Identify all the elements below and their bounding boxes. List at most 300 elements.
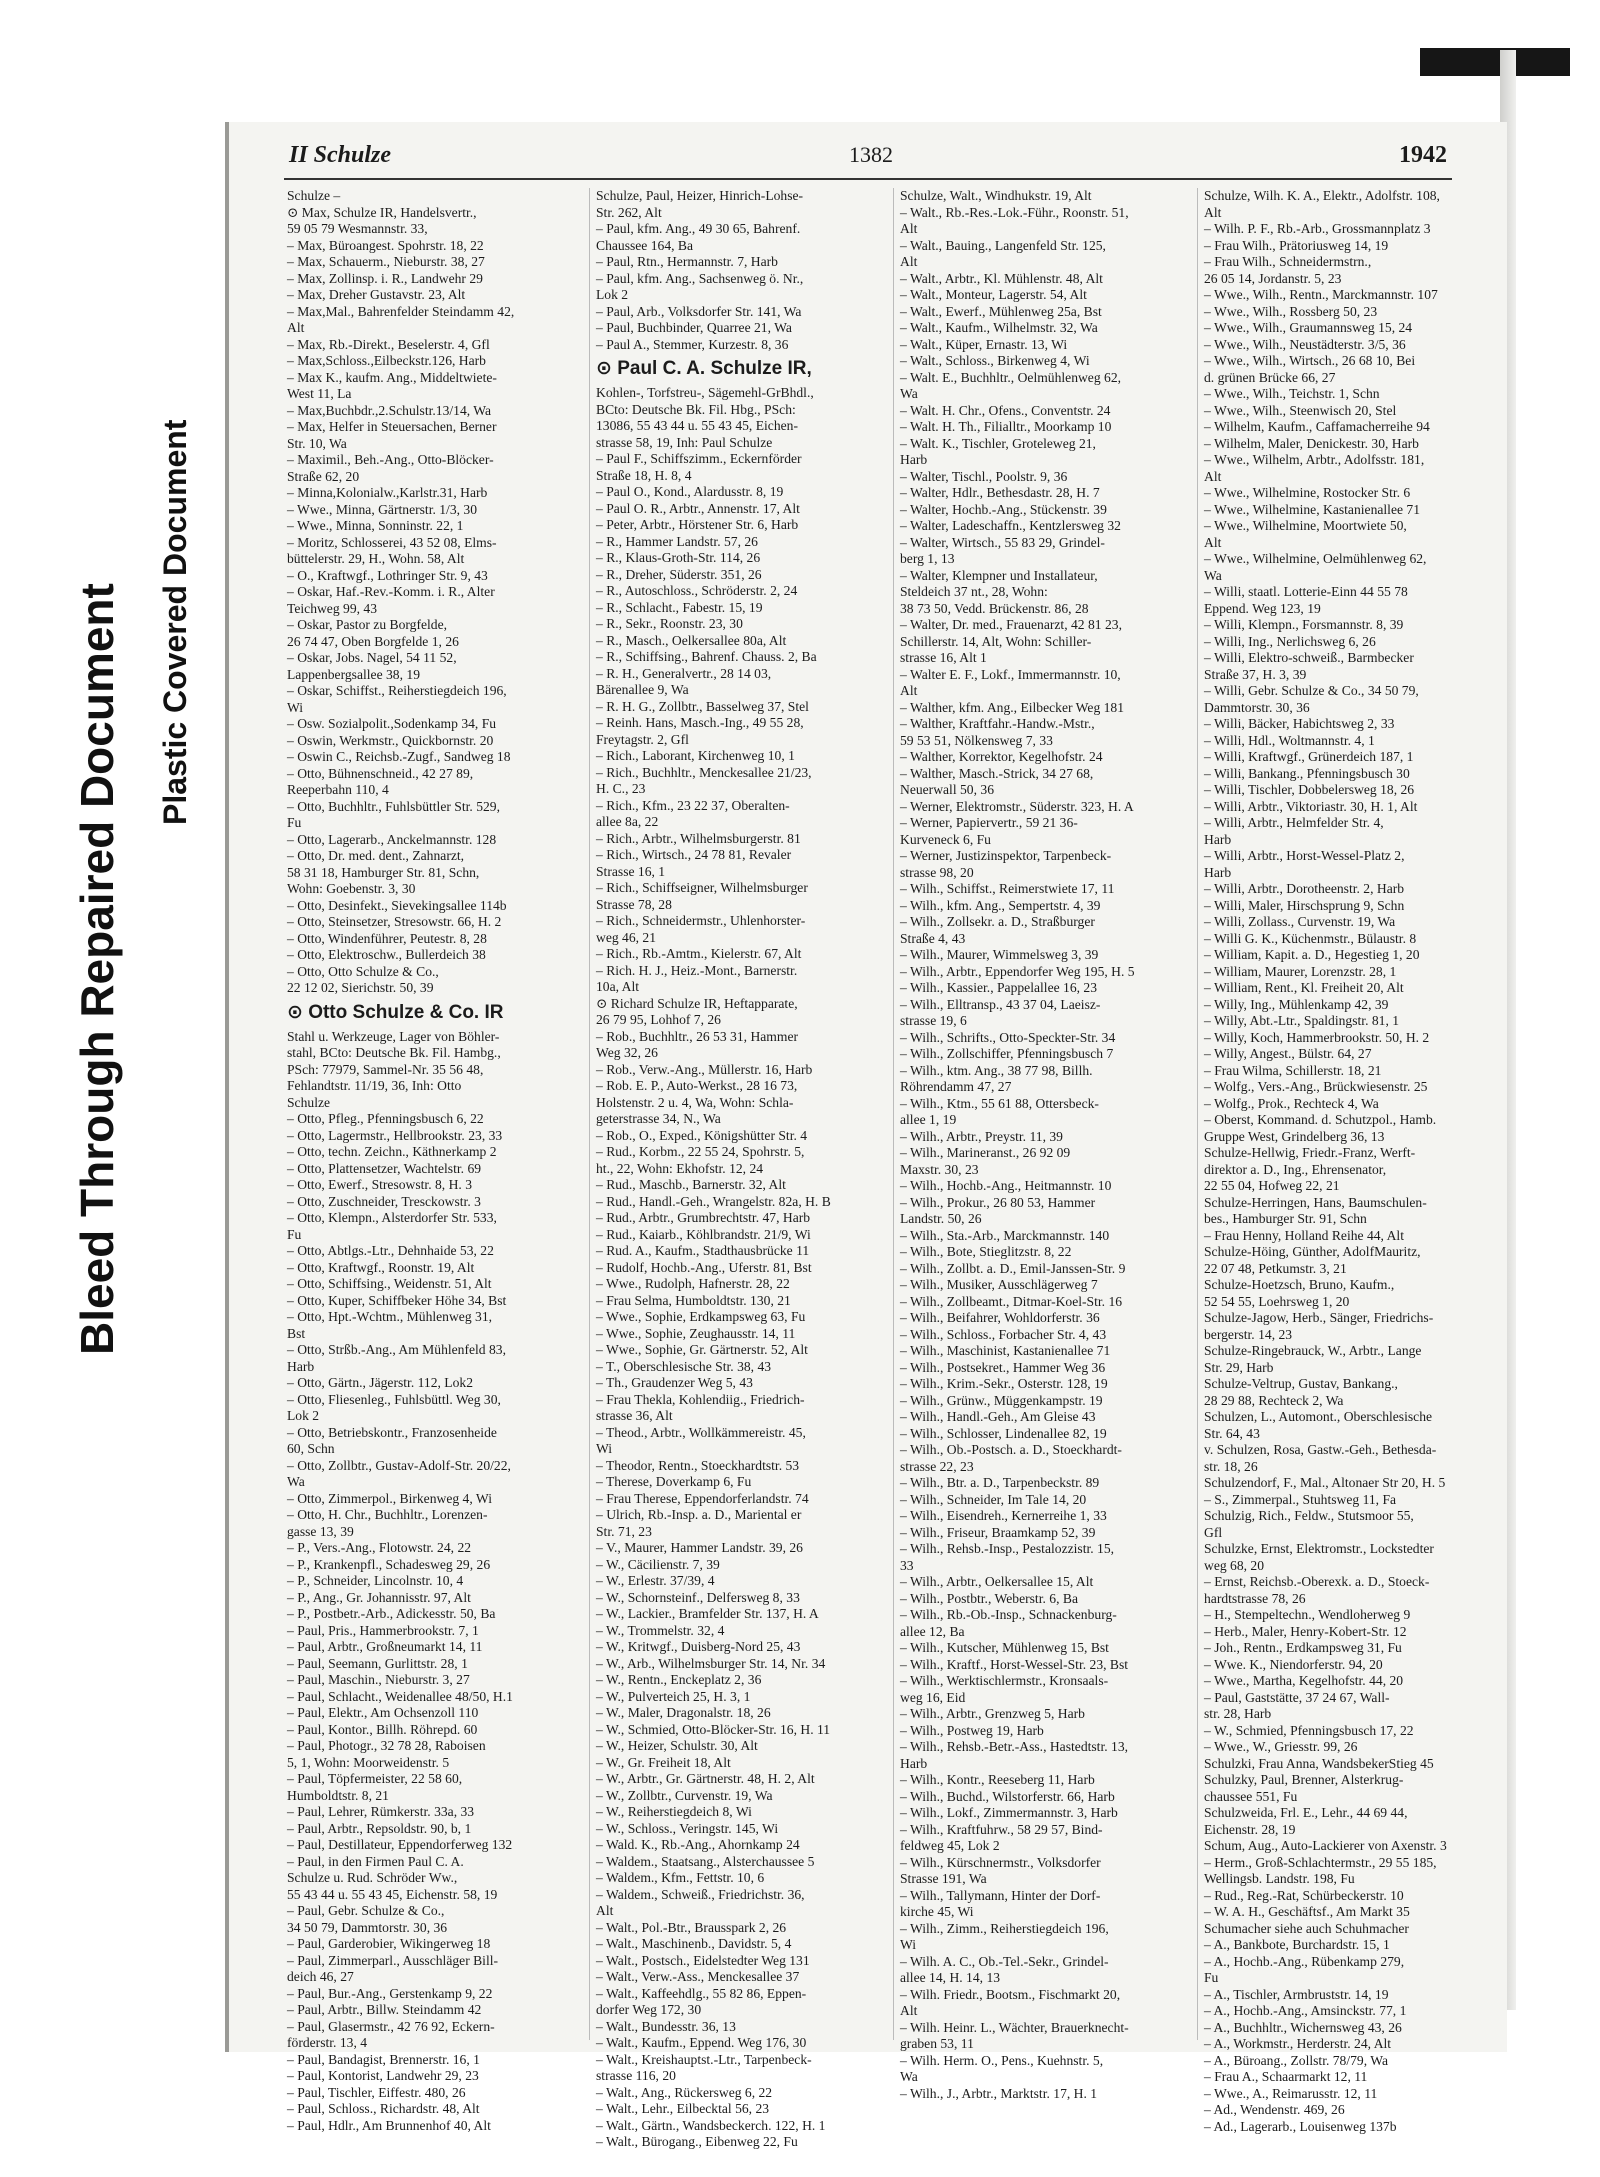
directory-entry: – Paul, Arbtr., Billw. Steindamm 42	[287, 2002, 482, 2017]
directory-entry: weg 46, 21	[596, 929, 657, 945]
directory-entry: PSch: 77979, Sammel-Nr. 35 56 48,	[287, 1061, 484, 1077]
directory-entry: – Wwe., Wilh., Steenwisch 20, Stel	[1204, 402, 1397, 418]
directory-entry: Schulze-Jagow, Herb., Sänger, Friedrichs-	[1204, 1310, 1434, 1325]
directory-entry: 22 12 02, Sierichstr. 50, 39	[287, 980, 434, 995]
directory-entry: – Paul, Hdlr., Am Brunnenhof 40, Alt	[287, 2117, 491, 2133]
header-rule	[284, 178, 1452, 180]
directory-entry: – Walt., Küper, Ernastr. 13, Wi	[900, 336, 1068, 352]
directory-entry: – Otto, Ewerf., Stresowstr. 8, H. 3	[287, 1177, 473, 1192]
directory-entry: – R., Hammer Landstr. 57, 26	[596, 533, 758, 549]
directory-entry: – Frau Wilh., Schneidermstrn.,	[1204, 254, 1372, 269]
directory-entry: – Willi, Arbtr., Horst-Wessel-Platz 2,	[1204, 848, 1405, 863]
directory-entry: – Paul, Glasermstr., 42 76 92, Eckern-	[287, 2018, 495, 2034]
directory-entry: – W. A. H., Geschäftsf., Am Markt 35	[1204, 1904, 1410, 1919]
directory-entry: – Wwe., Wilhelm, Arbtr., Adolfsstr. 181,	[1204, 452, 1425, 467]
directory-entry: – Wwe., Martha, Kegelhofstr. 44, 20	[1204, 1673, 1404, 1688]
directory-entry: Schulze-Höing, Günther, AdolfMauritz,	[1204, 1244, 1421, 1259]
directory-entry: – Ad., Lagerarb., Louisenweg 137b	[1204, 2118, 1397, 2134]
directory-entry: 59 05 79 Wesmannstr. 33,	[287, 221, 428, 236]
directory-entry: – Wilh., Buchd., Wilstorferstr. 66, Harb	[900, 1788, 1115, 1804]
directory-entry: – Wwe., Wilhelmine, Kastanienallee 71	[1204, 501, 1421, 517]
directory-entry: deich 46, 27	[287, 1969, 354, 1984]
directory-entry: – Otto, Steinsetzer, Stresowstr. 66, H. 2	[287, 914, 502, 929]
directory-entry: 22 55 04, Hofweg 22, 21	[1204, 1178, 1340, 1193]
directory-entry: – Wilh., Zollschiffer, Pfenningsbusch 7	[900, 1046, 1114, 1061]
directory-entry: – W., Erlestr. 37/39, 4	[596, 1573, 715, 1588]
directory-entry: – R., Schlacht., Fabestr. 15, 19	[596, 599, 763, 615]
directory-entry: – Walt., Maschinenb., Davidstr. 5, 4	[596, 1936, 792, 1951]
directory-entry: – Otto, Strßb.-Ang., Am Mühlenfeld 83,	[287, 1342, 506, 1357]
directory-entry: weg 68, 20	[1204, 1557, 1265, 1573]
directory-entry: – Paul, Töpfermeister, 22 58 60,	[287, 1771, 463, 1786]
directory-entry: – Wwe., Sophie, Erdkampsweg 63, Fu	[596, 1309, 806, 1324]
directory-entry: – Walt., Rb.-Res.-Lok.-Führ., Roonstr. 51,	[900, 204, 1129, 220]
directory-entry: – Walter, Tischl., Poolstr. 9, 36	[900, 468, 1068, 484]
directory-entry: – Rich., Schneidermstr., Uhlenhorster-	[596, 913, 806, 928]
directory-entry: – Wilh., Ktm., 55 61 88, Ottersbeck-	[900, 1095, 1099, 1111]
directory-entry: – Wwe., Wilhelmine, Rostocker Str. 6	[1204, 485, 1411, 500]
directory-entry: – Walt., Bürogang., Eibenweg 22, Fu	[596, 2134, 798, 2149]
directory-entry: – Wwe., Sophie, Gr. Gärtnerstr. 52, Alt	[596, 1342, 808, 1357]
directory-entry: – Wilh., Krim.-Sekr., Osterstr. 128, 19	[900, 1376, 1108, 1391]
directory-entry: – Otto, Windenführer, Peutestr. 8, 28	[287, 930, 487, 946]
directory-entry: – Paul, Garderobier, Wikingerweg 18	[287, 1936, 491, 1951]
directory-entry: Fehlandtstr. 11/19, 36, Inh: Otto	[287, 1078, 462, 1093]
directory-entry: Schulze, Paul, Heizer, Hinrich-Lohse-	[596, 188, 804, 203]
directory-entry: – Rich., Wirtsch., 24 78 81, Revaler	[596, 847, 792, 862]
directory-entry: – Wilh., Zollbt. a. D., Emil-Janssen-Str. 9	[900, 1260, 1126, 1276]
directory-entry: 28 29 88, Rechteck 2, Wa	[1204, 1392, 1344, 1408]
directory-entry: Str. 64, 43	[1204, 1425, 1260, 1441]
directory-entry: – Frau Wilh., Prätoriusweg 14, 19	[1204, 237, 1389, 253]
directory-entry: – Willi, Bäcker, Habichtsweg 2, 33	[1204, 716, 1395, 731]
directory-entry: strasse 116, 20	[596, 2068, 676, 2083]
directory-entry: – W., Kritwgf., Duisberg-Nord 25, 43	[596, 1639, 801, 1654]
directory-entry: – W., Reiherstiegdeich 8, Wi	[596, 1804, 752, 1819]
directory-entry: v. Schulzen, Rosa, Gastw.-Geh., Bethesda-	[1204, 1442, 1437, 1457]
directory-entry: chaussee 551, Fu	[1204, 1788, 1298, 1804]
directory-entry: – Wwe., Wilh., Graumannsweg 15, 24	[1204, 320, 1413, 335]
directory-entry: ⊙ Max, Schulze IR, Handelsvertr.,	[287, 204, 477, 220]
directory-entry: – Paul, Arbtr., Repsoldstr. 90, b, 1	[287, 1820, 472, 1836]
directory-entry: – P., Schneider, Lincolnstr. 10, 4	[287, 1573, 464, 1588]
directory-entry: – Wilh., Maschinist, Kastanienallee 71	[900, 1343, 1111, 1358]
directory-entry: Straße 18, H. 8, 4	[596, 467, 692, 483]
directory-entry: Alt	[1204, 468, 1222, 484]
directory-entry: – W., Gr. Freiheit 18, Alt	[596, 1754, 731, 1770]
directory-entry: Fu	[287, 1226, 302, 1242]
directory-entry: – Wilh., Rehsb.-Insp., Pestalozzistr. 15,	[900, 1541, 1115, 1556]
directory-entry: – Rob., Buchhltr., 26 53 31, Hammer	[596, 1028, 799, 1044]
directory-entry: – Wilh., Musiker, Ausschlägerweg 7	[900, 1277, 1098, 1292]
directory-entry: – Willi, Klempn., Forsmannstr. 8, 39	[1204, 617, 1404, 632]
directory-entry: – Paul, Buchbinder, Quarree 21, Wa	[596, 320, 792, 335]
directory-entry: – Paul, Destillateur, Eppendorferweg 132	[287, 1837, 513, 1852]
directory-entry: – Wilh., Zollbeamt., Ditmar-Koel-Str. 16	[900, 1293, 1123, 1309]
directory-entry: – Joh., Rentn., Erdkampsweg 31, Fu	[1204, 1640, 1402, 1655]
directory-entry: strasse 19, 6	[900, 1013, 967, 1028]
directory-entry: – Max, Zollinsp. i. R., Landwehr 29	[287, 270, 483, 286]
directory-entry: – Wilh. Friedr., Bootsm., Fischmarkt 20,	[900, 1986, 1121, 2002]
directory-entry: Schulzky, Paul, Brenner, Alsterkrug-	[1204, 1772, 1404, 1787]
directory-entry: 34 50 79, Dammtorstr. 30, 36	[287, 1919, 448, 1935]
directory-entry: strasse 98, 20	[900, 864, 974, 880]
directory-entry: – Herb., Maler, Henry-Kobert-Str. 12	[1204, 1623, 1407, 1639]
directory-entry: – Werner, Elektromstr., Süderstr. 323, H. A	[900, 798, 1134, 814]
directory-entry: – Wilh., Kutscher, Mühlenweg 15, Bst	[900, 1640, 1109, 1655]
directory-entry: – Wilh., Kraftfuhrw., 58 29 57, Bind-	[900, 1821, 1103, 1837]
directory-entry: – Willi, Maler, Hirschsprung 9, Schn	[1204, 897, 1405, 913]
directory-entry: – W., Rentn., Enckeplatz 2, 36	[596, 1672, 762, 1687]
directory-entry: Harb	[900, 1755, 928, 1771]
directory-entry: – Paul, Kontor., Billh. Röhrepd. 60	[287, 1721, 478, 1737]
directory-entry: direktor a. D., Ing., Ehrensenator,	[1204, 1161, 1387, 1177]
directory-entry: büttelerstr. 29, H., Wohn. 58, Alt	[287, 551, 465, 566]
directory-entry: – Wwe., Wilh., Teichstr. 1, Schn	[1204, 386, 1380, 401]
directory-entry: – P., Postbetr.-Arb., Adickesstr. 50, Ba	[287, 1606, 496, 1621]
directory-entry: – Oberst, Kommand. d. Schutzpol., Hamb.	[1204, 1112, 1437, 1127]
directory-entry: – Paul, Bur.-Ang., Gerstenkamp 9, 22	[287, 1985, 493, 2001]
directory-entry: – Max, Helfer in Steuersachen, Berner	[287, 419, 497, 434]
directory-entry: strasse 16, Alt 1	[900, 650, 987, 665]
directory-entry: – Reinh. Hans, Masch.-Ing., 49 55 28,	[596, 715, 804, 730]
directory-entry: – Rich., Schiffseigner, Wilhelmsburger	[596, 880, 808, 895]
directory-entry: – Peter, Arbtr., Hörstener Str. 6, Harb	[596, 517, 799, 532]
directory-entry: Schulze	[287, 1094, 331, 1110]
directory-entry: – Otto, Schiffsing., Weidenstr. 51, Alt	[287, 1276, 492, 1291]
directory-entry: Straße 62, 20	[287, 468, 360, 484]
directory-entry: – Paul, Maschin., Nieburstr. 3, 27	[287, 1672, 470, 1687]
directory-entry: – A., Workmstr., Herderstr. 24, Alt	[1204, 2036, 1392, 2051]
directory-entry: – Willi, Elektro-schweiß., Barmbecker	[1204, 650, 1414, 665]
directory-entry: Wa	[287, 1474, 305, 1489]
directory-entry: – R., Autoschloss., Schröderstr. 2, 24	[596, 583, 798, 598]
directory-entry: – Rob., Verw.-Ang., Müllerstr. 16, Harb	[596, 1061, 813, 1077]
directory-entry: Wa	[900, 386, 918, 401]
directory-entry: Schumacher siehe auch Schuhmacher	[1204, 1920, 1409, 1936]
directory-entry: – W., Arbtr., Gr. Gärtnerstr. 48, H. 2, Alt	[596, 1771, 815, 1786]
directory-entry: – Willi, Ing., Nerlichsweg 6, 26	[1204, 633, 1376, 649]
directory-entry: – Wwe. K., Niendorferstr. 94, 20	[1204, 1656, 1383, 1672]
directory-entry: – V., Maurer, Hammer Landstr. 39, 26	[596, 1540, 803, 1555]
directory-entry: – Paul, Gebr. Schulze & Co.,	[287, 1903, 445, 1918]
directory-entry: – Frau Therese, Eppendorferlandstr. 74	[596, 1490, 809, 1506]
directory-entry: – P., Krankenpfl., Schadesweg 29, 26	[287, 1556, 491, 1572]
directory-entry: – Walther, kfm. Ang., Eilbecker Weg 181	[900, 699, 1125, 715]
directory-entry: – Rud., Maschb., Barnerstr. 32, Alt	[596, 1177, 786, 1192]
directory-entry: – Willi, Arbtr., Helmfelder Str. 4,	[1204, 815, 1384, 830]
directory-entry: – Wilh., Beifahrer, Wohldorferstr. 36	[900, 1310, 1100, 1325]
directory-entry: allee 8a, 22	[596, 814, 659, 829]
directory-entry: gasse 13, 39	[287, 1523, 354, 1539]
directory-entry: – Wilhelm, Maler, Denickestr. 30, Harb	[1204, 435, 1419, 451]
directory-entry: – Paul, Kontorist, Landwehr 29, 23	[287, 2068, 479, 2083]
directory-entry: – R. H., Generalvertr., 28 14 03,	[596, 665, 772, 681]
directory-entry: Wohn: Goebenstr. 3, 30	[287, 881, 416, 896]
directory-entry: – Walt., Kaufm., Wilhelmstr. 32, Wa	[900, 320, 1098, 335]
directory-entry: – Willi, Hdl., Woltmannstr. 4, 1	[1204, 732, 1375, 748]
directory-entry: Alt	[900, 254, 918, 269]
directory-entry: – Max,Mal., Bahrenfelder Steindamm 42,	[287, 303, 515, 319]
directory-entry: – Paul, kfm. Ang., Sachsenweg ö. Nr.,	[596, 270, 804, 286]
directory-entry: – Otto, Hpt.-Wchtm., Mühlenweg 31,	[287, 1309, 493, 1324]
directory-entry: – Walther, Korrektor, Kegelhofstr. 24	[900, 749, 1103, 764]
directory-entry: – Oswin C., Reichsb.-Zugf., Sandweg 18	[287, 749, 511, 764]
directory-entry: – Wwe., Minna, Sonninstr. 22, 1	[287, 518, 464, 533]
directory-entry: – Otto, Klempn., Alsterdorfer Str. 533,	[287, 1210, 497, 1225]
directory-entry: – Walt., Ang., Rückersweg 6, 22	[596, 2084, 773, 2100]
directory-entry: – Wilh., ktm. Ang., 38 77 98, Billh.	[900, 1062, 1093, 1078]
directory-entry: – Wilh., Schneider, Im Tale 14, 20	[900, 1491, 1087, 1507]
directory-entry: – Wwe., Wilh., Neustädterstr. 3/5, 36	[1204, 336, 1406, 352]
directory-entry: – W., Pulverteich 25, H. 3, 1	[596, 1688, 751, 1704]
directory-entry: – Walt., Gärtn., Wandsbeckerch. 122, H. 1	[596, 2117, 826, 2133]
directory-entry: – Willy, Koch, Hammerbrookstr. 50, H. 2	[1204, 1029, 1430, 1045]
directory-entry: strasse 22, 23	[900, 1458, 974, 1474]
directory-entry: – P., Ang., Gr. Johannisstr. 97, Alt	[287, 1589, 471, 1605]
directory-entry: – Otto, Abtlgs.-Ltr., Dehnhaide 53, 22	[287, 1243, 494, 1258]
directory-entry: – Oskar, Schiffst., Reiherstiegdeich 196,	[287, 683, 507, 698]
directory-entry: – Walt., Kaffeehdlg., 55 82 86, Eppen-	[596, 1985, 807, 2001]
directory-entry: – Oskar, Jobs. Nagel, 54 11 52,	[287, 650, 457, 665]
directory-entry: BCto: Deutsche Bk. Fil. Hbg., PSch:	[596, 401, 796, 417]
directory-entry: Wa	[900, 2069, 918, 2084]
directory-entry: – Th., Graudenzer Weg 5, 43	[596, 1375, 753, 1390]
directory-entry: Holstenstr. 2 u. 4, Wa, Wohn: Schla-	[596, 1094, 794, 1110]
directory-entry: – Wilh., Arbtr., Eppendorfer Weg 195, H. 5	[900, 963, 1135, 979]
directory-entry: – Wilh., Elltransp., 43 37 04, Laeisz-	[900, 996, 1101, 1012]
directory-entry: graben 53, 11	[900, 2036, 974, 2051]
directory-entry: – Rich., Buchhltr., Menckesallee 21/23,	[596, 764, 812, 780]
directory-entry: – Wwe., Minna, Gärtnerstr. 1/3, 30	[287, 501, 478, 517]
directory-entry: Schulze-Ringebrauck, W., Arbtr., Lange	[1204, 1343, 1422, 1358]
directory-entry: – Wilh., Sta.-Arb., Marckmannstr. 140	[900, 1227, 1110, 1243]
directory-entry: – Willi, staatl. Lotterie-Einn 44 55 78	[1204, 584, 1408, 599]
directory-entry: – Wilh. Herm. O., Pens., Kuehnstr. 5,	[900, 2052, 1104, 2068]
scan-edge-bar	[1420, 48, 1570, 76]
directory-entry: Schulze u. Rud. Schröder Ww.,	[287, 1870, 458, 1885]
directory-entry: – Wilh., Schiffst., Reimerstwiete 17, 11	[900, 881, 1115, 896]
directory-entry: – Therese, Doverkamp 6, Fu	[596, 1474, 752, 1489]
directory-entry: – Walt., Kaufm., Eppend. Weg 176, 30	[596, 2035, 807, 2050]
directory-entry: – Rich., Kfm., 23 22 37, Oberalten-	[596, 797, 790, 813]
directory-entry: – W., Arb., Wilhelmsburger Str. 14, Nr. 34	[596, 1655, 826, 1671]
directory-entry: – Wilh., Hochb.-Ang., Heitmannstr. 10	[900, 1178, 1112, 1193]
directory-entry: – Wilh., Kraftf., Horst-Wessel-Str. 23, Bst	[900, 1656, 1129, 1672]
directory-entry: Alt	[900, 2003, 918, 2018]
directory-entry: – Max K., kaufm. Ang., Middeltwiete-	[287, 369, 497, 385]
directory-entry: – Wwe., W., Griesstr. 99, 26	[1204, 1739, 1358, 1754]
directory-entry: – Wwe., Wilh., Wirtsch., 26 68 10, Bei	[1204, 353, 1416, 368]
directory-entry: str. 18, 26	[1204, 1458, 1258, 1474]
directory-entry: allee 12, Ba	[900, 1623, 965, 1639]
directory-entry: – Otto, Elektroschw., Bullerdeich 38	[287, 947, 486, 962]
directory-entry: – Wilh., Kürschnermstr., Volksdorfer	[900, 1854, 1101, 1870]
directory-entry: – W., Zollbtr., Curvenstr. 19, Wa	[596, 1787, 773, 1803]
directory-entry: Straße 4, 43	[900, 930, 966, 946]
directory-entry: – Walt., Pol.-Btr., Brausspark 2, 26	[596, 1919, 787, 1935]
directory-entry: – Otto, Lagerarb., Anckelmannstr. 128	[287, 831, 497, 847]
directory-entry: Wi	[287, 699, 304, 715]
directory-entry: – Paul O., Kond., Alardusstr. 8, 19	[596, 484, 784, 499]
directory-entry: Harb	[287, 1358, 315, 1374]
directory-column-2	[589, 188, 884, 2149]
directory-entry: – Paul, in den Firmen Paul C. A.	[287, 1853, 464, 1869]
directory-entry: – Rud., Kaiarb., Köhlbrandstr. 21/9, Wi	[596, 1226, 811, 1242]
directory-entry: – Frau A., Schaarmarkt 12, 11	[1204, 2069, 1368, 2084]
directory-entry: stahl, BCto: Deutsche Bk. Fil. Hambg.,	[287, 1045, 501, 1060]
directory-entry: – Wilh., Kontr., Reeseberg 11, Harb	[900, 1772, 1095, 1787]
directory-entry: feldweg 45, Lok 2	[900, 1838, 1000, 1853]
directory-entry: – Willy, Ing., Mühlenkamp 42, 39	[1204, 996, 1389, 1012]
directory-entry: – Rich., Laborant, Kirchenweg 10, 1	[596, 748, 795, 763]
directory-entry: – Walter, Dr. med., Frauenarzt, 42 81 23,	[900, 617, 1122, 632]
directory-entry: – Theodor, Rentn., Stoeckhardtstr. 53	[596, 1457, 800, 1473]
directory-entry: – Wilhelm, Kaufm., Caffamacherreihe 94	[1204, 419, 1430, 434]
directory-entry: – Rud., Korbm., 22 55 24, Spohrstr. 5,	[596, 1144, 805, 1159]
directory-entry: H. C., 23	[596, 781, 646, 796]
directory-entry: Alt	[1204, 534, 1222, 550]
directory-entry: str. 28, Harb	[1204, 1706, 1272, 1721]
directory-entry: – Willy, Abt.-Ltr., Spaldingstr. 81, 1	[1204, 1013, 1400, 1028]
directory-entry: – Paul, Elektr., Am Ochsenzoll 110	[287, 1705, 479, 1720]
directory-entry: ht., 22, Wohn: Ekhofstr. 12, 24	[596, 1160, 764, 1176]
directory-entry: – Otto, Betriebskontr., Franzosenheide	[287, 1424, 497, 1440]
directory-entry: – Paul, kfm. Ang., 49 30 65, Bahrenf.	[596, 221, 801, 236]
directory-entry: – Wilh., Ob.-Postsch. a. D., Stoeckhardt-	[900, 1442, 1122, 1457]
directory-entry: – H., Stempeltechn., Wendloherweg 9	[1204, 1607, 1411, 1622]
directory-entry: – Werner, Papiervertr., 59 21 36-	[900, 815, 1078, 830]
directory-entry: – Willi, Bankang., Pfenningsbusch 30	[1204, 765, 1410, 781]
directory-entry: bes., Hamburger Str. 91, Schn	[1204, 1211, 1367, 1226]
directory-entry: – Otto, Otto Schulze & Co.,	[287, 963, 439, 979]
directory-entry: Stahl u. Werkzeuge, Lager von Böhler-	[287, 1028, 500, 1044]
directory-entry: – W., Schloss., Veringstr. 145, Wi	[596, 1820, 779, 1836]
directory-entry: – Otto, Plattensetzer, Wachtelstr. 69	[287, 1160, 482, 1176]
directory-entry: Schulzki, Frau Anna, WandsbekerStieg 45	[1204, 1755, 1434, 1771]
directory-entry: Röhrendamm 47, 27	[900, 1079, 1012, 1094]
directory-column-4	[1197, 188, 1492, 2134]
directory-entry: – Wilh., Maurer, Wimmelsweg 3, 39	[900, 947, 1099, 962]
directory-entry: Alt	[1204, 204, 1222, 220]
directory-entry: – Otto, Zimmerpol., Birkenweg 4, Wi	[287, 1490, 492, 1506]
directory-entry: – Otto, Dr. med. dent., Zahnarzt,	[287, 848, 465, 863]
directory-entry: dorfer Weg 172, 30	[596, 2002, 702, 2017]
directory-entry: allee 1, 19	[900, 1112, 957, 1127]
directory-entry: Lok 2	[287, 1408, 320, 1423]
directory-entry: – Wolfg., Vers.-Ang., Brückwiesenstr. 25	[1204, 1079, 1428, 1094]
directory-entry: – Otto, Zollbtr., Gustav-Adolf-Str. 20/22,	[287, 1457, 511, 1473]
directory-entry: 5, 1, Wohn: Moorweidenstr. 5	[287, 1754, 450, 1770]
directory-entry: Schulzendorf, F., Mal., Altonaer Str 20, H. 5	[1204, 1475, 1446, 1490]
directory-entry: – R., Schiffsing., Bahrenf. Chauss. 2, Ba	[596, 649, 817, 664]
directory-entry: – S., Zimmerpal., Stuhtsweg 11, Fa	[1204, 1491, 1397, 1507]
directory-entry: – Rud., Arbtr., Grumbrechtstr. 47, Harb	[596, 1210, 811, 1225]
directory-entry: – Osw. Sozialpolit.,Sodenkamp 34, Fu	[287, 716, 497, 731]
directory-entry: – W., Heizer, Schulstr. 30, Alt	[596, 1738, 758, 1753]
directory-entry: – Walt., Verw.-Ass., Menckesallee 37	[596, 1969, 800, 1984]
directory-entry: – Rud. A., Kaufm., Stadthausbrücke 11	[596, 1243, 810, 1258]
directory-entry: – Frau Wilma, Schillerstr. 18, 21	[1204, 1062, 1382, 1078]
directory-entry: Schulze, Walt., Windhukstr. 19, Alt	[900, 188, 1092, 203]
directory-entry: – Max, Schauerm., Nieburstr. 38, 27	[287, 254, 485, 269]
directory-entry: – Rob., O., Exped., Königshütter Str. 4	[596, 1127, 808, 1143]
directory-entry: – Rich. H. J., Heiz.-Mont., Barnerstr.	[596, 962, 798, 978]
directory-entry: – Wilh., Postbtr., Weberstr. 6, Ba	[900, 1590, 1078, 1606]
directory-entry: – Paul, Tischler, Eiffestr. 480, 26	[287, 2084, 466, 2100]
directory-entry: – Paul, Photogr., 32 78 28, Raboisen	[287, 1738, 486, 1753]
directory-entry: – Wilh., Schloss., Forbacher Str. 4, 43	[900, 1326, 1107, 1342]
directory-entry: – W., Cäcilienstr. 7, 39	[596, 1556, 720, 1572]
directory-entry: – Wwe., Sophie, Zeughausstr. 14, 11	[596, 1325, 796, 1341]
directory-entry: Schulzen, L., Automont., Oberschlesische	[1204, 1409, 1433, 1424]
directory-entry: – Walt., Kreishauptst.-Ltr., Tarpenbeck-	[596, 2051, 812, 2067]
directory-entry: 26 05 14, Jordanstr. 5, 23	[1204, 270, 1342, 286]
directory-entry: – Otto, techn. Zeichn., Käthnerkamp 2	[287, 1144, 497, 1159]
directory-entry: – Otto, Lagermstr., Hellbrookstr. 23, 33	[287, 1127, 503, 1143]
directory-entry: – Walt. K., Tischler, Groteleweg 21,	[900, 435, 1096, 451]
directory-entry: – Frau Selma, Humboldtstr. 130, 21	[596, 1292, 791, 1308]
directory-entry: Schulze-Hoetzsch, Bruno, Kaufm.,	[1204, 1277, 1395, 1292]
directory-entry: – Willy, Angest., Bülstr. 64, 27	[1204, 1046, 1372, 1061]
directory-entry: – Rich., Rb.-Amtm., Kielerstr. 67, Alt	[596, 946, 802, 961]
directory-page	[225, 122, 1507, 2149]
directory-entry: – Walther, Masch.-Strick, 34 27 68,	[900, 765, 1094, 781]
directory-entry: – Paul, Zimmerparl., Ausschläger Bill-	[287, 1952, 499, 1968]
directory-entry: – Wald. K., Rb.-Ang., Ahornkamp 24	[596, 1837, 800, 1852]
directory-entry: – Max, Rb.-Direkt., Beselerstr. 4, Gfl	[287, 336, 490, 352]
directory-entry: – Rudolf, Hochb.-Ang., Uferstr. 81, Bst	[596, 1259, 812, 1275]
directory-entry: 58 31 18, Hamburger Str. 81, Schn,	[287, 864, 480, 880]
directory-entry: – W., Schornsteinf., Delfersweg 8, 33	[596, 1589, 800, 1605]
directory-entry: Reeperbahn 110, 4	[287, 782, 389, 797]
directory-entry: Eichenstr. 28, 19	[1204, 1821, 1296, 1837]
directory-entry: – Walter, Hdlr., Bethesdastr. 28, H. 7	[900, 485, 1100, 500]
directory-entry: – Wwe., Wilhelmine, Moortwiete 50,	[1204, 518, 1407, 533]
directory-entry: Harb	[900, 452, 928, 467]
directory-entry: – Wilh., Zimm., Reiherstiegdeich 196,	[900, 1920, 1109, 1936]
directory-entry: – Otto, Gärtn., Jägerstr. 112, Lok2	[287, 1375, 474, 1390]
directory-entry: weg 16, Eid	[900, 1689, 966, 1705]
directory-entry: – Rud., Reg.-Rat, Schürbeckerstr. 10	[1204, 1887, 1404, 1903]
directory-entry: – Rich., Arbtr., Wilhelmsburgerstr. 81	[596, 830, 801, 846]
directory-entry: – Rud., Handl.-Geh., Wrangelstr. 82a, H. B	[596, 1193, 831, 1209]
directory-entry: Schulze-Veltrup, Gustav, Bankang.,	[1204, 1376, 1398, 1391]
directory-entry: – Ulrich, Rb.-Insp. a. D., Mariental er	[596, 1507, 802, 1522]
directory-entry: – Wilh., Grünw., Müggenkampstr. 19	[900, 1392, 1103, 1408]
directory-entry: – Max, Büroangest. Spohrstr. 18, 22	[287, 237, 484, 253]
directory-entry: Maxstr. 30, 23	[900, 1161, 979, 1177]
directory-entry: – Wilh., Btr. a. D., Tarpenbeckstr. 89	[900, 1475, 1100, 1490]
directory-entry: – Werner, Justizinspektor, Tarpenbeck-	[900, 848, 1112, 863]
directory-entry: Freytagstr. 2, Gfl	[596, 731, 689, 747]
directory-entry: – Paul, Schloss., Richardstr. 48, Alt	[287, 2101, 480, 2116]
directory-entry: Teichweg 99, 43	[287, 600, 378, 616]
side-label-plastic-covered: Plastic Covered Document	[157, 419, 193, 825]
directory-entry: ⊙ Richard Schulze IR, Heftapparate,	[596, 995, 798, 1011]
directory-entry: – Frau Thekla, Kohlendiig., Friedrich-	[596, 1391, 805, 1407]
directory-entry: – A., Tischler, Armbruststr. 14, 19	[1204, 1986, 1389, 2002]
directory-entry: – Wilh., Zollsekr. a. D., Straßburger	[900, 914, 1095, 929]
directory-entry: Schum, Aug., Auto-Lackierer von Axenstr. 3	[1204, 1838, 1447, 1853]
directory-entry: – Walt., Lehr., Eilbecktal 56, 23	[596, 2101, 770, 2116]
directory-entry: – William, Kapit. a. D., Hegestieg 1, 20	[1204, 947, 1420, 962]
directory-entry: – Herm., Groß-Schlachtermstr., 29 55 185,	[1204, 1854, 1437, 1870]
directory-entry: – Willi, Arbtr., Dorotheenstr. 2, Harb	[1204, 881, 1405, 896]
directory-entry: – Willi, Arbtr., Viktoriastr. 30, H. 1, Alt	[1204, 798, 1418, 814]
directory-entry: – Oswin, Werkmstr., Quickbornstr. 20	[287, 732, 494, 748]
directory-entry: – A., Bankbote, Burchardstr. 15, 1	[1204, 1937, 1390, 1952]
